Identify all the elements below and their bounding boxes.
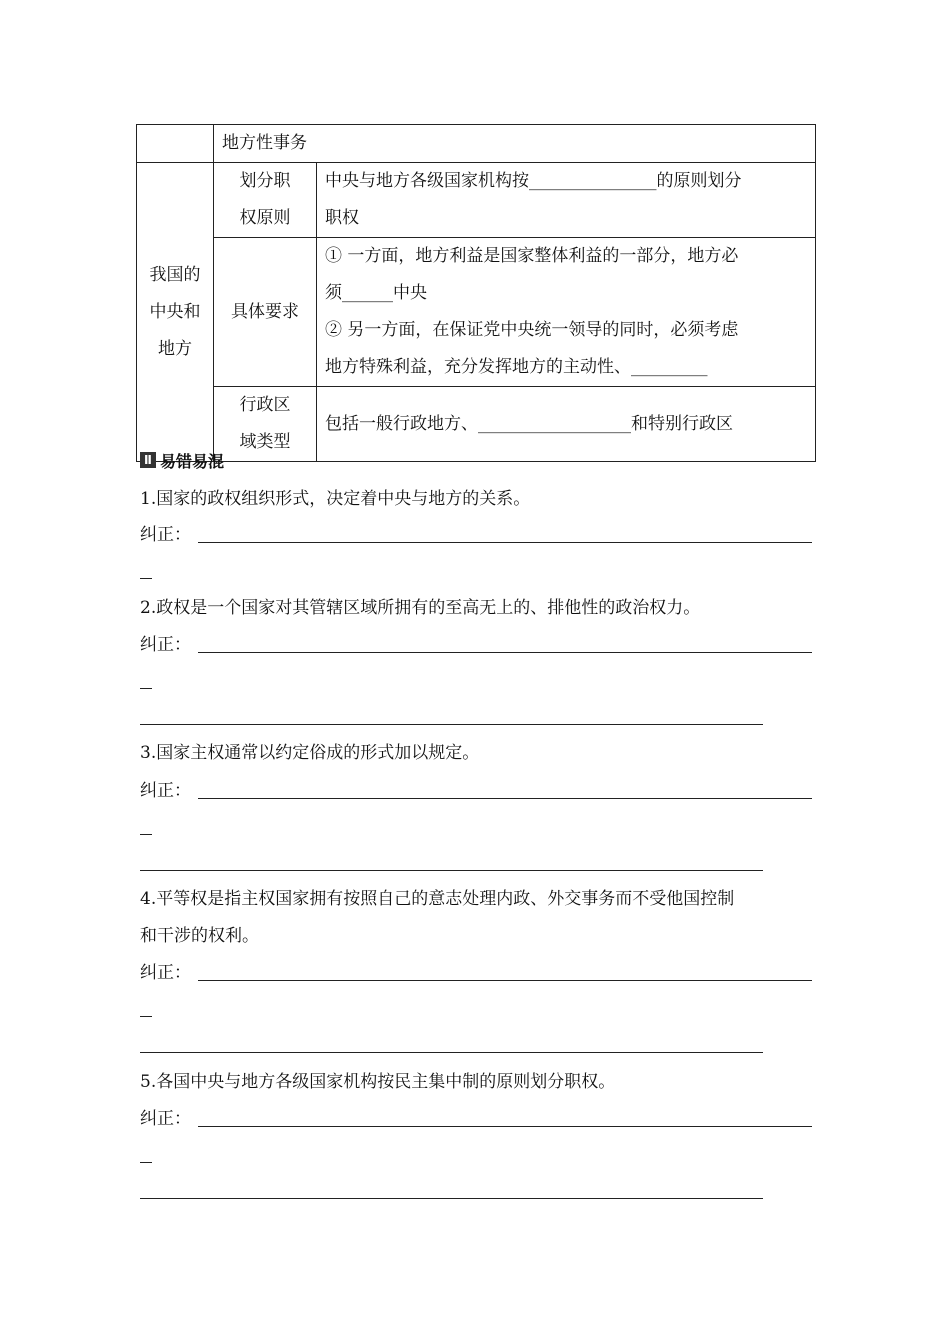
content-line: 中央与地方各级国家机构按_______________的原则划分	[325, 171, 742, 191]
answer-line[interactable]	[140, 1198, 763, 1199]
empty-cell	[137, 125, 214, 163]
group-label-line: 我国的	[149, 264, 201, 285]
row-label-cell	[214, 387, 317, 462]
cell-text: 地方性事务	[222, 133, 307, 153]
section-badge: Ⅱ	[140, 452, 156, 468]
table-row	[137, 238, 816, 387]
content-line: 包括一般行政地方、__________________和特别行政区	[325, 413, 733, 434]
answer-line[interactable]	[140, 870, 763, 871]
correction-answer-line[interactable]	[198, 1126, 812, 1127]
section-title: 易错易混	[160, 451, 225, 471]
question-line: 1.国家的政权组织形式，决定着中央与地方的关系。	[140, 489, 531, 509]
question-line: 2.政权是一个国家对其管辖区域所拥有的至高无上的、排他性的政治权力。	[140, 598, 701, 618]
group-label-cell	[137, 163, 214, 462]
correction-label: 纠正：	[140, 635, 191, 655]
question-text	[140, 1064, 812, 1101]
row-label-line: 行政区	[239, 395, 291, 415]
correction-answer-line[interactable]	[198, 542, 812, 543]
correction-row	[140, 520, 812, 550]
table-cell	[214, 125, 816, 163]
content-line: 地方特殊利益，充分发挥地方的主动性、_________	[325, 357, 708, 377]
content-line: ① 一方面，地方利益是国家整体利益的一部分，地方必	[325, 246, 739, 266]
content-line: 须______中央	[325, 283, 427, 303]
answer-line-tail	[140, 578, 152, 579]
row-label-cell	[214, 238, 317, 387]
correction-row	[140, 1104, 812, 1134]
correction-label: 纠正：	[140, 1109, 191, 1129]
table-row	[137, 387, 816, 462]
content-line: ② 另一方面，在保证党中央统一领导的同时，必须考虑	[325, 320, 739, 340]
answer-line-tail	[140, 1162, 152, 1163]
table-row	[137, 125, 816, 163]
question-line: 和干涉的权利。	[140, 926, 259, 946]
correction-answer-line[interactable]	[198, 652, 812, 653]
content-line: 职权	[325, 208, 359, 228]
central-local-table	[136, 124, 816, 462]
correction-row	[140, 630, 812, 660]
row-label-line: 权原则	[239, 208, 291, 228]
question-text	[140, 735, 812, 772]
question-text	[140, 590, 812, 627]
table-row	[137, 163, 816, 238]
row-label-line: 具体要求	[231, 301, 299, 322]
correction-label: 纠正：	[140, 525, 191, 545]
correction-answer-line[interactable]	[198, 980, 812, 981]
question-text	[140, 481, 812, 518]
row-content-cell	[317, 238, 816, 387]
correction-label: 纠正：	[140, 963, 191, 983]
question-text	[140, 881, 812, 955]
answer-line[interactable]	[140, 724, 763, 725]
row-label-cell	[214, 163, 317, 238]
correction-label: 纠正：	[140, 781, 191, 801]
answer-line-tail	[140, 688, 152, 689]
correction-answer-line[interactable]	[198, 798, 812, 799]
row-content-cell	[317, 387, 816, 462]
question-line: 3.国家主权通常以约定俗成的形式加以规定。	[140, 743, 480, 763]
row-label-line: 划分职	[239, 171, 291, 191]
answer-line-tail	[140, 1016, 152, 1017]
row-content-cell	[317, 163, 816, 238]
answer-line-tail	[140, 834, 152, 835]
correction-row	[140, 776, 812, 806]
question-line: 5.各国中央与地方各级国家机构按民主集中制的原则划分职权。	[140, 1072, 616, 1092]
correction-row	[140, 958, 812, 988]
section-heading	[140, 449, 224, 471]
group-label-line: 中央和	[149, 301, 201, 322]
answer-line[interactable]	[140, 1052, 763, 1053]
group-label-line: 地方	[158, 338, 192, 359]
row-label-line: 域类型	[239, 432, 291, 452]
question-line: 4.平等权是指主权国家拥有按照自己的意志处理内政、外交事务而不受他国控制	[140, 889, 735, 909]
